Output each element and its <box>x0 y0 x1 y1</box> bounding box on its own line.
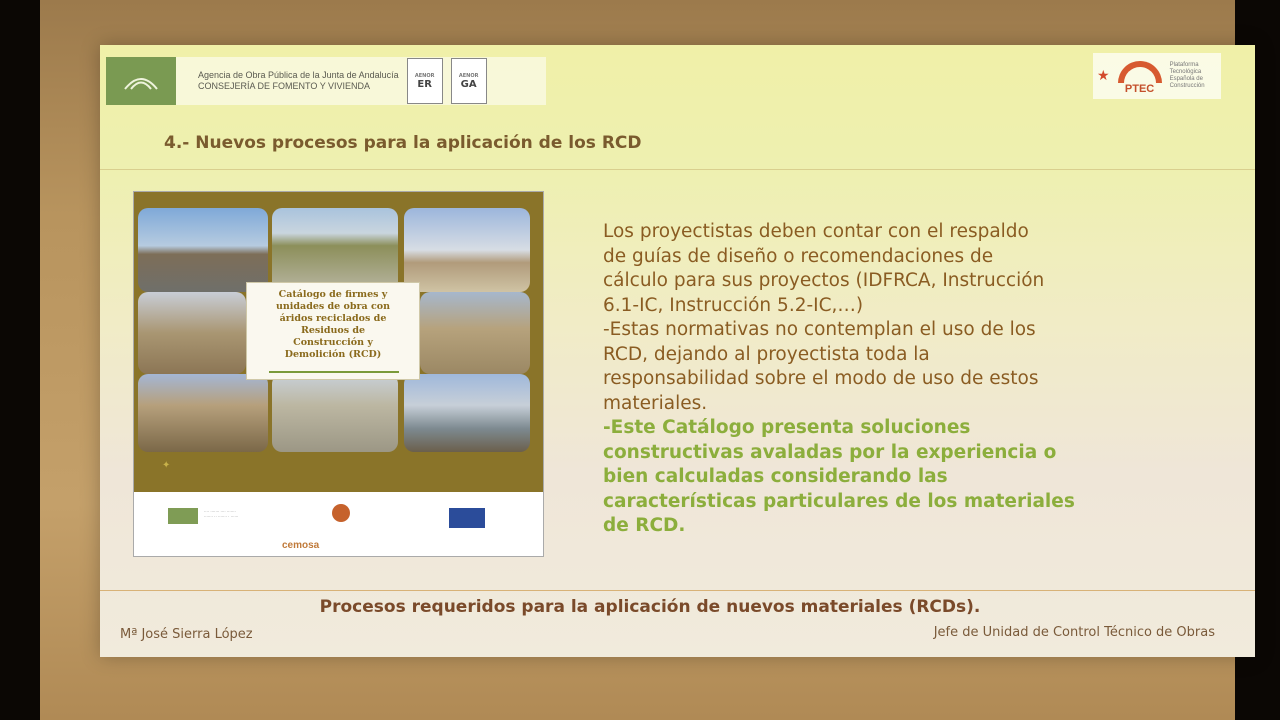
agency-name <box>198 70 399 92</box>
star-icon: ★ <box>1097 68 1110 84</box>
highlight-line: características particulares de los materiales <box>603 490 1075 512</box>
footer-title: Procesos requeridos para la aplicación de nuevos materiales (RCDs). <box>319 597 981 617</box>
cover-logo-text: ···· ······· ···· ······· ······· ·· ······· · ······ <box>204 509 239 519</box>
cover-junta-logo <box>168 508 198 524</box>
agency-line-1: Agencia de Obra Pública de la Junta de Andalucía <box>198 70 399 80</box>
body-line: responsabilidad sobre el modo de uso de estos <box>603 368 1039 389</box>
footer-divider <box>100 590 1255 591</box>
cover-photo-road <box>138 208 268 292</box>
cert-badge-ga: AENOR GA <box>451 58 487 104</box>
agency-header <box>106 57 546 105</box>
section-title: 4.- Nuevos procesos para la aplicación de los RCD <box>164 133 642 153</box>
ptec-line-4: Construcción <box>1169 83 1205 89</box>
footer-author: Mª José Sierra López <box>120 627 253 642</box>
ptec-line-1: Plataforma <box>1169 62 1199 68</box>
cover-title-line-6: Demolición (RCD) <box>284 349 382 360</box>
highlight-line: bien calculadas considerando las <box>603 466 948 487</box>
cover-photo-soil <box>138 292 246 374</box>
cover-cemosa-logo: cemosa <box>282 540 320 551</box>
cover-logo-strip <box>134 492 543 556</box>
body-line: cálculo para sus proyectos (IDFRCA, Instrucción <box>603 270 1045 291</box>
ptec-arc-icon <box>1118 61 1162 83</box>
ptec-logo <box>1093 53 1221 99</box>
cover-eu-flag-logo <box>449 508 485 528</box>
cover-photo-roller <box>420 292 530 374</box>
cover-title-bar <box>269 371 399 373</box>
cover-title-label <box>246 282 420 380</box>
cert-badge-er: AENOR ER <box>407 58 443 104</box>
body-line: RCD, dejando al proyectista toda la <box>603 343 930 365</box>
projection-screen <box>40 0 1235 720</box>
body-line: 6.1-IC, Instrucción 5.2-IC,…) <box>603 294 864 316</box>
cover-title-line-3: áridos reciclados de <box>279 313 387 324</box>
highlight-line: constructivas avaladas por la experiencia o <box>603 441 1057 463</box>
cover-title-line-4: Residuos de <box>300 325 366 336</box>
ptec-subtitle <box>1170 62 1205 90</box>
cover-title-line-5: Construcción y <box>293 337 373 348</box>
cover-title-line-2: unidades de obra con <box>275 301 391 312</box>
body-line: -Estas normativas no contemplan el uso de los <box>603 319 1036 340</box>
body-line: de guías de diseño o recomendaciones de <box>603 245 994 267</box>
catalog-cover-image <box>133 191 544 557</box>
presentation-slide <box>100 45 1255 657</box>
ptec-mark <box>1114 57 1166 95</box>
cover-photo-embankment <box>272 208 398 292</box>
body-line: materiales. <box>603 392 708 414</box>
agency-line-2: CONSEJERÍA DE FOMENTO Y VIVIENDA <box>198 81 371 91</box>
junta-andalucia-logo <box>106 57 176 105</box>
highlight-line: de RCD. <box>603 515 686 536</box>
cert-er-text: ER <box>417 78 432 90</box>
cover-university-logo <box>332 504 350 522</box>
cover-photo-aggregate <box>272 374 398 452</box>
ptec-line-3: Española de <box>1169 76 1203 82</box>
cover-photo-paver <box>404 374 530 452</box>
cert-ga-text: GA <box>460 78 477 90</box>
slide-body-text <box>603 220 1173 539</box>
title-divider <box>100 169 1255 170</box>
cover-photo-grid <box>134 192 543 492</box>
cover-title-line-1: Catálogo de firmes y <box>278 289 388 300</box>
footer-role: Jefe de Unidad de Control Técnico de Obras <box>933 625 1215 640</box>
leaf-icon: ✦ <box>162 460 171 471</box>
body-line: Los proyectistas deben contar con el respaldo <box>603 221 1029 242</box>
cover-photo-compactor <box>138 374 268 452</box>
cover-photo-plant <box>404 208 530 292</box>
arch-icon <box>121 67 161 95</box>
ptec-name: PTEC <box>1124 83 1155 95</box>
ptec-line-2: Tecnológica <box>1169 69 1202 75</box>
highlight-line: -Este Catálogo presenta soluciones <box>603 417 971 438</box>
